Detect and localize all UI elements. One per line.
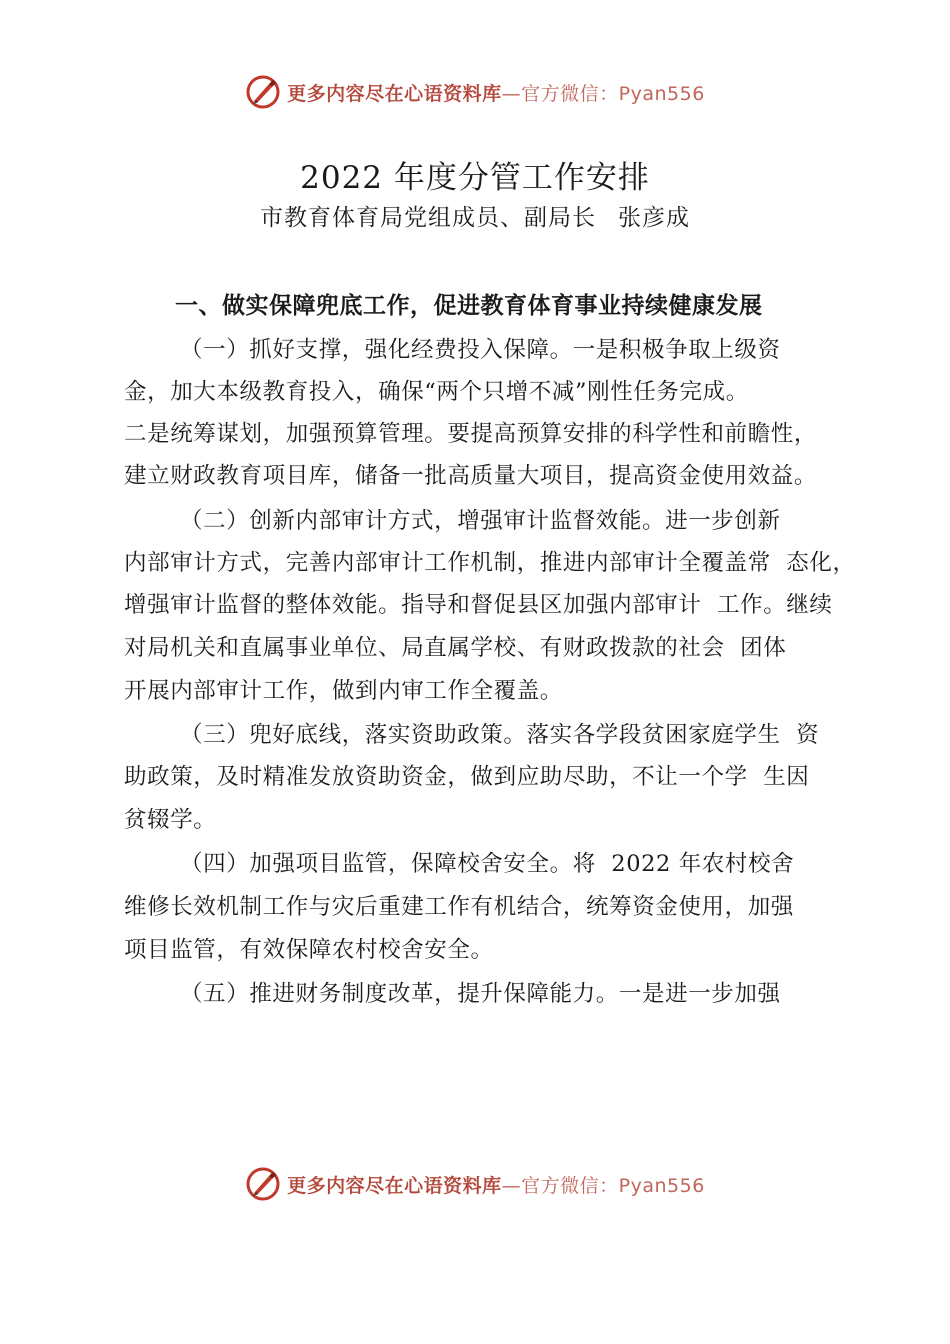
paragraph-line: （二）创新内部审计方式，增强审计监督效能。进一步创新 [180,508,781,534]
paragraph-line: 建立财政教育项目库，储备一批高质量大项目，提高资金使用效益。 [124,463,818,489]
document-title: 2022 年度分管工作安排 [300,160,650,196]
brush-pen-logo-icon [245,74,281,110]
paragraph-line: 内部审计方式，完善内部审计工作机制，推进内部审计全覆盖常 态化， [124,550,856,576]
brush-pen-logo-icon [245,1166,281,1202]
paragraph-line: （一）抓好支撑，强化经费投入保障。一是积极争取上级资 [180,337,781,363]
paragraph-line: 二是统筹谋划，加强预算管理。要提高预算安排的科学性和前瞻性， [124,421,818,447]
paragraph-line: 贫辍学。 [124,807,217,833]
paragraph-line: （三）兜好底线，落实资助政策。落实各学段贫困家庭学生 资 [180,722,820,748]
paragraph-line: 助政策，及时精准发放资助资金，做到应助尽助，不让一个学 生因 [124,764,810,790]
watermark-text: 更多内容尽在心语资料库—官方微信：Pyan556 [287,1174,705,1197]
header-watermark-banner [0,70,950,114]
section-heading: 一、做实保障兜底工作，促进教育体育事业持续健康发展 [175,293,763,319]
footer-watermark-banner [0,1162,950,1206]
watermark-text: 更多内容尽在心语资料库—官方微信：Pyan556 [287,82,705,105]
document-subtitle [0,200,950,236]
paragraph-line: 对局机关和直属事业单位、局直属学校、有财政拨款的社会 团体 [124,635,787,661]
paragraph-line: 增强审计监督的整体效能。指导和督促县区加强内部审计 工作。继续 [124,592,833,618]
paragraph-line: 项目监管，有效保障农村校舍安全。 [124,937,494,963]
paragraph-line: 金，加大本级教育投入，确保“两个只增不减”刚性任务完成。 [124,379,749,405]
paragraph-line: 开展内部审计工作，做到内审工作全覆盖。 [124,678,563,704]
author-name: 张彦成 [618,205,690,231]
paragraph-line: （四）加强项目监管，保障校舍安全。将 2022 年农村校舍 [180,851,795,877]
paragraph-line: （五）推进财务制度改革，提升保障能力。一是进一步加强 [180,981,781,1007]
author-role: 市教育体育局党组成员、副局长 [260,205,596,231]
paragraph-line: 维修长效机制工作与灾后重建工作有机结合，统筹资金使用，加强 [124,894,794,920]
